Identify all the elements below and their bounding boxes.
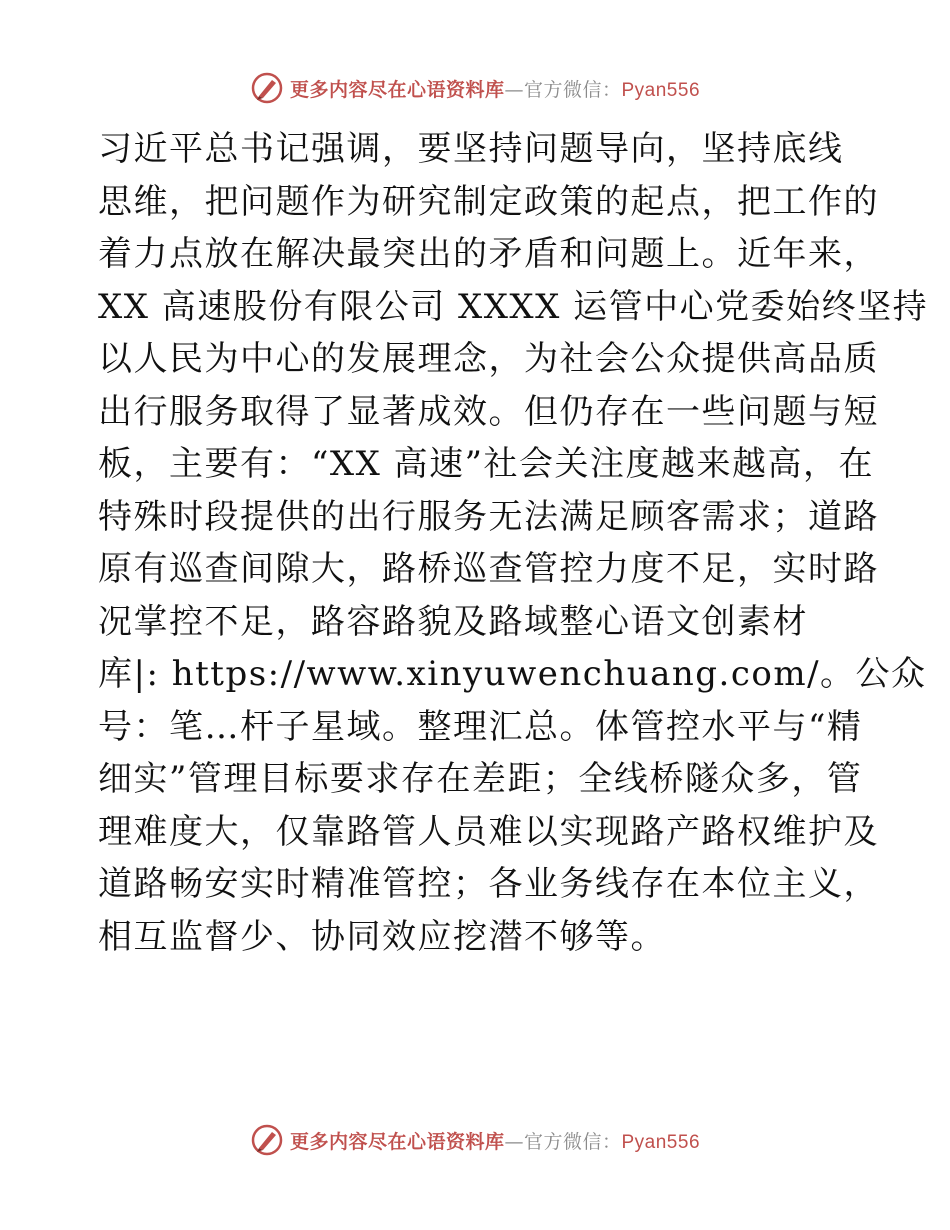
body-line: 号：笔…杆子星域。整理汇总。体管控水平与“精 xyxy=(98,706,863,747)
body-line: 特殊时段提供的出行服务无法满足顾客需求；道路 xyxy=(98,496,879,537)
body-line: 理难度大，仅靠路管人员难以实现路产路权维护及 xyxy=(98,811,879,852)
body-line: 以人民为中心的发展理念，为社会公众提供高品质 xyxy=(98,339,879,379)
footer-banner-text xyxy=(290,1127,700,1154)
header-banner-separator: — xyxy=(504,78,524,101)
body-line: 道路畅安实时精准管控；各业务线存在本位主义， xyxy=(98,864,879,904)
document-body xyxy=(98,123,929,963)
footer-banner-title: 更多内容尽在心语资料库 xyxy=(289,1130,505,1153)
body-line: 着力点放在解决最突出的矛盾和问题上。近年来， xyxy=(98,234,879,274)
body-line: 相互监督少、协同效应挖潜不够等。 xyxy=(98,916,666,957)
body-line: 思维，把问题作为研究制定政策的起点，把工作的 xyxy=(98,181,879,222)
body-line: 细实”管理目标要求存在差距；全线桥隧众多，管 xyxy=(98,759,863,799)
header-banner xyxy=(0,68,950,108)
footer-banner xyxy=(0,1120,950,1160)
footer-banner-separator: — xyxy=(504,1130,524,1153)
header-banner-text xyxy=(290,75,700,102)
body-line: XX 高速股份有限公司 XXXX 运管中心党委始终坚持 xyxy=(98,286,929,327)
body-line: 习近平总书记强调，要坚持问题导向，坚持底线 xyxy=(98,129,844,169)
body-line: 出行服务取得了显著成效。但仍存在一些问题与短 xyxy=(98,391,879,432)
body-line: 况掌控不足，路容路貌及路域整心语文创素材 xyxy=(98,601,808,642)
footer-banner-wechat: Pyan556 xyxy=(621,1131,701,1153)
body-line: 板，主要有：“XX 高速”社会关注度越来越高，在 xyxy=(98,444,874,484)
pen-logo-icon xyxy=(250,1123,284,1157)
header-banner-wechat: Pyan556 xyxy=(621,79,701,101)
header-banner-title: 更多内容尽在心语资料库 xyxy=(289,78,505,101)
footer-banner-sub: 官方微信： xyxy=(523,1130,622,1153)
pen-logo-icon xyxy=(250,71,284,105)
header-banner-sub: 官方微信： xyxy=(523,78,622,101)
body-line: 库|: https://www.xinyuwenchuang.com/。公众 xyxy=(98,654,927,694)
body-line: 原有巡查间隙大，路桥巡查管控力度不足，实时路 xyxy=(98,549,879,589)
